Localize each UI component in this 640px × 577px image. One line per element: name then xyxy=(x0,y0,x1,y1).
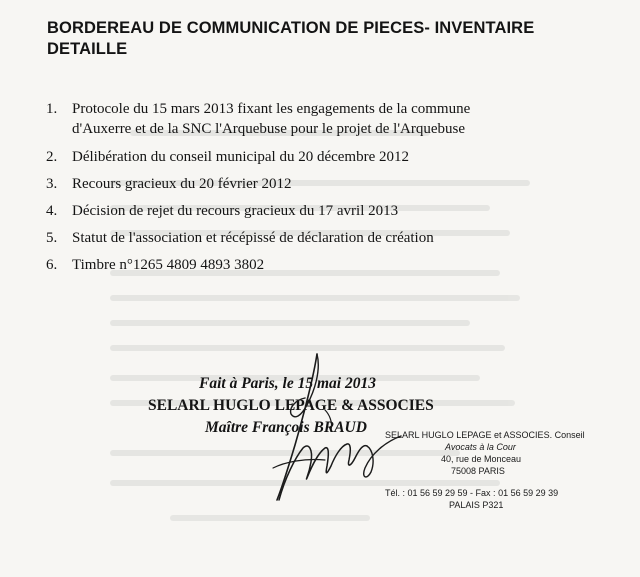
item-number: 5. xyxy=(46,230,58,246)
firm-name: SELARL HUGLO LEPAGE & ASSOCIES xyxy=(148,397,434,414)
item-number: 2. xyxy=(46,149,58,165)
item-number: 3. xyxy=(46,176,58,192)
item-text: Recours gracieux du 20 février 2012 xyxy=(72,176,292,192)
stamp-city: 75008 PARIS xyxy=(451,466,505,476)
item-text: Délibération du conseil municipal du 20 décembre 2012 xyxy=(72,149,409,165)
place-date: Fait à Paris, le 15 mai 2013 xyxy=(199,375,376,392)
stamp-phone: Tél. : 01 56 59 29 59 - Fax : 01 56 59 29 39 xyxy=(385,488,559,498)
signatory-name: Maître François BRAUD xyxy=(205,419,367,436)
item-text: Protocole du 15 mars 2013 fixant les engagements de la commune d'Auxerre et de la SNC l'Arquebuse pour le projet de l'Arquebuse xyxy=(72,101,471,137)
item-text: Timbre n°1265 4809 4893 3802 xyxy=(72,257,265,273)
handwritten-signature xyxy=(255,350,415,510)
firm-stamp xyxy=(385,429,595,511)
stamp-street: 40, rue de Monceau xyxy=(441,454,522,464)
stamp-palais: PALAIS P321 xyxy=(449,500,504,510)
item-text: Statut de l'association et récépissé de déclaration de création xyxy=(72,230,434,246)
item-number: 1. xyxy=(46,101,58,117)
document-title: BORDEREAU DE COMMUNICATION DE PIECES- INVENTAIRE DETAILLE xyxy=(47,19,535,58)
stamp-firm: SELARL HUGLO LEPAGE et ASSOCIES. Conseil xyxy=(385,430,585,440)
item-number: 6. xyxy=(46,257,58,273)
item-number: 4. xyxy=(46,203,58,219)
stamp-profession: Avocats à la Cour xyxy=(445,442,516,452)
item-text: Décision de rejet du recours gracieux du 17 avril 2013 xyxy=(72,203,399,219)
